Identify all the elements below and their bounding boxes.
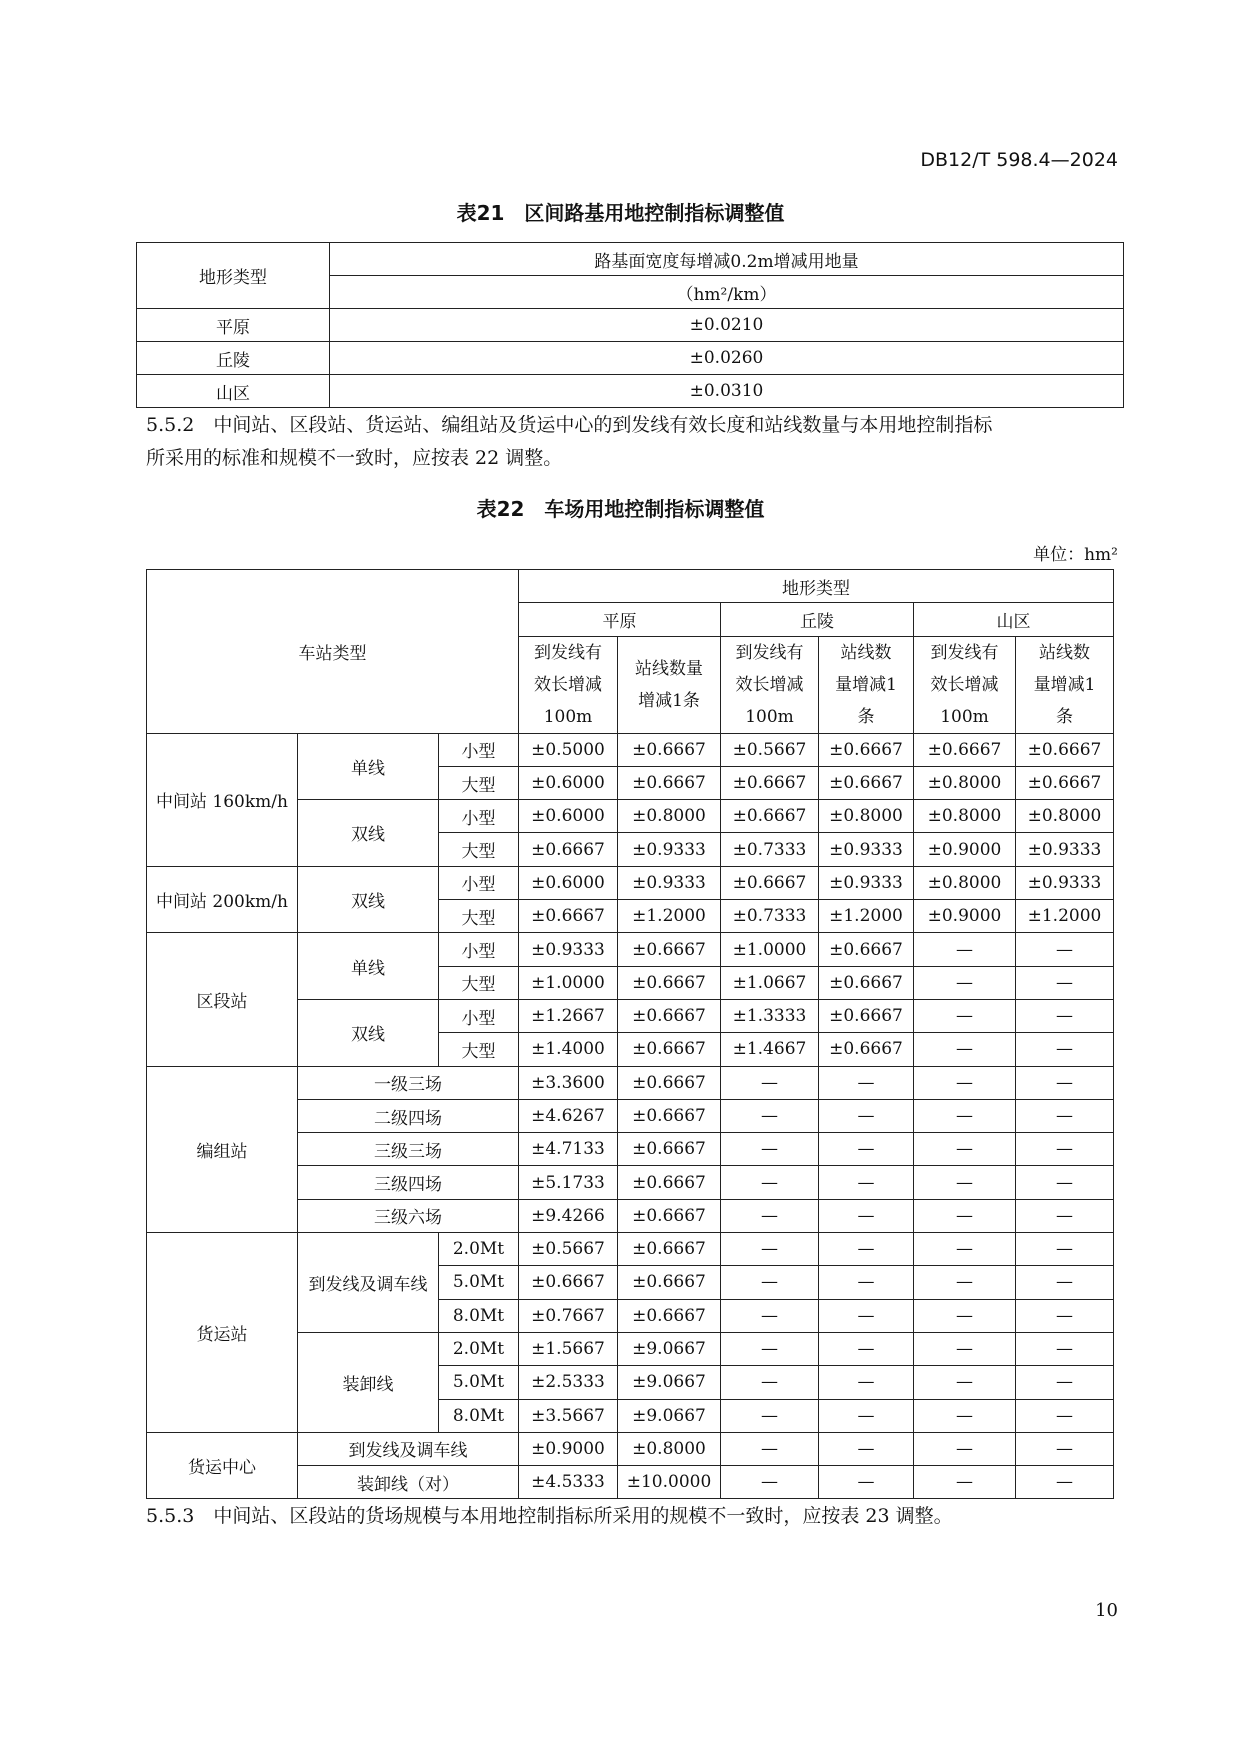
value-cell: ±0.6667 xyxy=(618,1133,721,1166)
terrain-mountain-header: 山区 xyxy=(914,603,1114,636)
line-label: 单线 xyxy=(298,733,439,800)
table21-title: 表21 区间路基用地控制指标调整值 xyxy=(456,201,785,225)
value-cell: ±1.5667 xyxy=(519,1332,618,1365)
size-label: 5.0Mt xyxy=(439,1266,519,1299)
size-label: 装卸线（对） xyxy=(298,1466,519,1499)
value-cell: ±0.6000 xyxy=(519,866,618,899)
size-label: 大型 xyxy=(439,1033,519,1066)
value-cell: — xyxy=(819,1133,914,1166)
size-label: 三级四场 xyxy=(298,1166,519,1199)
value-cell: — xyxy=(1016,966,1114,999)
value-cell: ±9.0667 xyxy=(618,1399,721,1432)
value-cell: — xyxy=(819,1466,914,1499)
value-cell: — xyxy=(721,1399,819,1432)
subheader-text: 到发线有 xyxy=(534,642,602,663)
value-cell: ±0.6667 xyxy=(618,1099,721,1132)
value-cell: ±1.4000 xyxy=(519,1033,618,1066)
subheader-length xyxy=(721,636,819,733)
size-label: 小型 xyxy=(439,733,519,766)
value-cell: ±0.8000 xyxy=(618,800,721,833)
subheader-text: 站线数 xyxy=(1039,642,1090,663)
value-cell: ±0.5667 xyxy=(519,1233,618,1266)
value-cell: ±0.9333 xyxy=(618,866,721,899)
value-cell: — xyxy=(819,1432,914,1465)
value-cell: ±9.0667 xyxy=(618,1332,721,1365)
size-label: 到发线及调车线 xyxy=(298,1432,519,1465)
value-cell: ±0.6667 xyxy=(618,966,721,999)
value-cell: — xyxy=(914,1133,1016,1166)
value-cell: — xyxy=(819,1299,914,1332)
value-cell: ±0.9000 xyxy=(914,833,1016,866)
subheader-text: 站线数 xyxy=(840,642,892,663)
value-cell: ±9.4266 xyxy=(519,1199,618,1232)
value-cell: ±0.9000 xyxy=(914,900,1016,933)
value-cell: ±0.6667 xyxy=(618,733,721,766)
table21-cell: 丘陵 xyxy=(137,342,330,375)
value-cell: ±0.9333 xyxy=(519,933,618,966)
value-cell: — xyxy=(914,933,1016,966)
value-cell: ±0.6000 xyxy=(519,800,618,833)
value-cell: ±0.6667 xyxy=(618,1066,721,1099)
value-cell: ±1.0667 xyxy=(721,966,819,999)
value-cell: — xyxy=(1016,933,1114,966)
value-cell: — xyxy=(914,999,1016,1032)
value-cell: ±1.4667 xyxy=(721,1033,819,1066)
table22 xyxy=(146,569,1114,1499)
value-cell: — xyxy=(721,1099,819,1132)
value-cell: ±0.5667 xyxy=(721,733,819,766)
value-cell: ±4.5333 xyxy=(519,1466,618,1499)
value-cell: ±1.2000 xyxy=(618,900,721,933)
value-cell: ±0.9000 xyxy=(519,1432,618,1465)
size-label: 5.0Mt xyxy=(439,1366,519,1399)
size-label: 小型 xyxy=(439,800,519,833)
value-cell: — xyxy=(721,1199,819,1232)
size-label: 大型 xyxy=(439,833,519,866)
value-cell: — xyxy=(914,1299,1016,1332)
size-label: 二级四场 xyxy=(298,1099,519,1132)
size-label: 三级六场 xyxy=(298,1199,519,1232)
value-cell: ±0.6667 xyxy=(618,999,721,1032)
value-cell: ±1.0000 xyxy=(519,966,618,999)
size-label: 一级三场 xyxy=(298,1066,519,1099)
value-cell: — xyxy=(1016,1432,1114,1465)
value-cell: — xyxy=(914,1099,1016,1132)
value-cell: ±0.6667 xyxy=(819,966,914,999)
line-label: 双线 xyxy=(298,999,439,1066)
value-cell: — xyxy=(819,1332,914,1365)
value-cell: ±0.6000 xyxy=(519,766,618,799)
value-cell: — xyxy=(1016,1299,1114,1332)
value-cell: ±0.7333 xyxy=(721,900,819,933)
value-cell: — xyxy=(1016,1099,1114,1132)
value-cell: ±9.0667 xyxy=(618,1366,721,1399)
subheader-text: 效长增减 xyxy=(930,674,999,695)
value-cell: ±0.6667 xyxy=(618,1033,721,1066)
value-cell: ±0.6667 xyxy=(519,900,618,933)
value-cell: — xyxy=(721,1332,819,1365)
group-label: 货运站 xyxy=(147,1233,298,1433)
value-cell: — xyxy=(914,1366,1016,1399)
subheader-text: 量增减1 xyxy=(835,674,897,695)
value-cell: ±0.6667 xyxy=(618,1299,721,1332)
paragraph-5-5-3: 5.5.3 中间站、区段站的货场规模与本用地控制指标所采用的规模不一致时，应按表 23 调整。 xyxy=(146,1505,953,1527)
table-row xyxy=(147,866,1114,899)
value-cell: — xyxy=(1016,999,1114,1032)
group-label: 中间站 200km/h xyxy=(147,866,298,933)
value-cell: ±0.6667 xyxy=(618,1199,721,1232)
page-number: 10 xyxy=(1095,1600,1118,1621)
value-cell: — xyxy=(914,1266,1016,1299)
value-cell: ±0.6667 xyxy=(914,733,1016,766)
subheader-text: 100m xyxy=(745,706,794,727)
value-cell: — xyxy=(914,966,1016,999)
value-cell: ±0.6667 xyxy=(819,1033,914,1066)
terrain-plain-header: 平原 xyxy=(519,603,721,636)
value-cell: — xyxy=(914,1199,1016,1232)
size-label: 三级三场 xyxy=(298,1133,519,1166)
value-cell: ±3.5667 xyxy=(519,1399,618,1432)
subheader-length xyxy=(914,636,1016,733)
value-cell: — xyxy=(1016,1266,1114,1299)
size-label: 小型 xyxy=(439,866,519,899)
value-cell: ±0.6667 xyxy=(819,733,914,766)
value-cell: ±0.6667 xyxy=(1016,733,1114,766)
value-cell: ±0.6667 xyxy=(519,833,618,866)
value-cell: ±0.6667 xyxy=(819,766,914,799)
value-cell: ±0.8000 xyxy=(914,800,1016,833)
line-label: 双线 xyxy=(298,800,439,867)
value-cell: — xyxy=(914,1033,1016,1066)
group-label: 区段站 xyxy=(147,933,298,1066)
value-cell: ±1.2000 xyxy=(1016,900,1114,933)
value-cell: ±5.1733 xyxy=(519,1166,618,1199)
value-cell: ±0.5000 xyxy=(519,733,618,766)
value-cell: ±2.5333 xyxy=(519,1366,618,1399)
value-cell: — xyxy=(1016,1332,1114,1365)
table-row xyxy=(147,1233,1114,1266)
value-cell: ±0.6667 xyxy=(721,766,819,799)
value-cell: ±0.8000 xyxy=(819,800,914,833)
value-cell: — xyxy=(1016,1399,1114,1432)
size-label: 2.0Mt xyxy=(439,1233,519,1266)
value-cell: — xyxy=(914,1399,1016,1432)
value-cell: ±0.6667 xyxy=(618,1266,721,1299)
value-cell: — xyxy=(914,1066,1016,1099)
value-cell: — xyxy=(721,1133,819,1166)
paragraph-5-5-2-line2: 所采用的标准和规模不一致时，应按表 22 调整。 xyxy=(146,447,563,469)
document-code: DB12/T 598.4—2024 xyxy=(920,149,1118,171)
value-cell: — xyxy=(914,1466,1016,1499)
line-label: 装卸线 xyxy=(298,1332,439,1432)
value-cell: — xyxy=(819,1366,914,1399)
table22-unit: 单位：hm² xyxy=(1033,545,1118,565)
subheader-text: 100m xyxy=(940,706,989,727)
value-cell: — xyxy=(721,1366,819,1399)
subheader-lines xyxy=(618,636,721,733)
subheader-text: 到发线有 xyxy=(735,642,804,663)
value-cell: — xyxy=(721,1466,819,1499)
value-cell: ±0.6667 xyxy=(618,933,721,966)
size-label: 小型 xyxy=(439,999,519,1032)
value-cell: — xyxy=(819,1233,914,1266)
size-label: 8.0Mt xyxy=(439,1299,519,1332)
value-cell: — xyxy=(721,1266,819,1299)
size-label: 大型 xyxy=(439,900,519,933)
value-cell: ±0.6667 xyxy=(721,866,819,899)
size-label: 大型 xyxy=(439,766,519,799)
value-cell: ±0.6667 xyxy=(721,800,819,833)
subheader-text: 增减1条 xyxy=(638,690,700,711)
subheader-lines xyxy=(819,636,914,733)
size-label: 小型 xyxy=(439,933,519,966)
value-cell: ±0.6667 xyxy=(618,766,721,799)
subheader-lines xyxy=(1016,636,1114,733)
value-cell: ±0.6667 xyxy=(819,999,914,1032)
value-cell: ±4.7133 xyxy=(519,1133,618,1166)
value-cell: — xyxy=(914,1432,1016,1465)
value-cell: ±0.9333 xyxy=(819,866,914,899)
paragraph-5-5-2-line1: 5.5.2 中间站、区段站、货运站、编组站及货运中心的到发线有效长度和站线数量与本用地控制指标 xyxy=(146,414,993,436)
table-row xyxy=(147,933,1114,966)
subheader-text: 站线数量 xyxy=(635,658,703,679)
table22-title: 表22 车场用地控制指标调整值 xyxy=(476,497,765,521)
value-cell: ±1.2000 xyxy=(819,900,914,933)
terrain-hill-header: 丘陵 xyxy=(721,603,914,636)
table-row xyxy=(137,375,1124,408)
table21-value-header-line1: 路基面宽度每增减0.2m增减用地量 xyxy=(330,243,1124,276)
value-cell: — xyxy=(1016,1166,1114,1199)
value-cell: ±0.8000 xyxy=(618,1432,721,1465)
value-cell: — xyxy=(819,1266,914,1299)
subheader-text: 效长增减 xyxy=(534,674,602,695)
line-label: 双线 xyxy=(298,866,439,933)
value-cell: — xyxy=(1016,1133,1114,1166)
value-cell: ±1.3333 xyxy=(721,999,819,1032)
subheader-text: 100m xyxy=(543,706,593,727)
value-cell: ±0.7333 xyxy=(721,833,819,866)
value-cell: — xyxy=(721,1166,819,1199)
value-cell: ±0.6667 xyxy=(1016,766,1114,799)
value-cell: ±0.6667 xyxy=(618,1233,721,1266)
table21-cell: ±0.0310 xyxy=(330,375,1124,408)
value-cell: — xyxy=(721,1233,819,1266)
subheader-text: 效长增减 xyxy=(735,674,804,695)
terrain-header: 地形类型 xyxy=(519,570,1114,603)
table21-value-header-line2: （hm²/km） xyxy=(330,276,1124,309)
value-cell: ±0.7667 xyxy=(519,1299,618,1332)
line-label: 到发线及调车线 xyxy=(298,1233,439,1333)
line-label: 单线 xyxy=(298,933,439,1000)
value-cell: ±1.0000 xyxy=(721,933,819,966)
subheader-text: 量增减1 xyxy=(1033,674,1096,695)
table-row xyxy=(147,733,1114,766)
value-cell: — xyxy=(721,1299,819,1332)
value-cell: — xyxy=(1016,1199,1114,1232)
subheader-text: 条 xyxy=(1056,706,1073,727)
value-cell: ±0.8000 xyxy=(1016,800,1114,833)
table21-cell: 平原 xyxy=(137,309,330,342)
value-cell: ±1.2667 xyxy=(519,999,618,1032)
value-cell: — xyxy=(721,1066,819,1099)
value-cell: ±0.9333 xyxy=(1016,833,1114,866)
value-cell: — xyxy=(1016,1366,1114,1399)
value-cell: ±0.8000 xyxy=(914,866,1016,899)
value-cell: ±10.0000 xyxy=(618,1466,721,1499)
table21 xyxy=(136,242,1124,408)
group-label: 编组站 xyxy=(147,1066,298,1232)
value-cell: ±0.6667 xyxy=(819,933,914,966)
station-type-header: 车站类型 xyxy=(147,570,519,734)
value-cell: — xyxy=(1016,1233,1114,1266)
table21-cell: ±0.0260 xyxy=(330,342,1124,375)
value-cell: ±0.9333 xyxy=(618,833,721,866)
subheader-text: 到发线有 xyxy=(930,642,999,663)
value-cell: ±0.9333 xyxy=(1016,866,1114,899)
value-cell: ±0.8000 xyxy=(914,766,1016,799)
table-row xyxy=(137,309,1124,342)
size-label: 8.0Mt xyxy=(439,1399,519,1432)
table21-cell: 山区 xyxy=(137,375,330,408)
size-label: 大型 xyxy=(439,966,519,999)
value-cell: — xyxy=(914,1166,1016,1199)
value-cell: — xyxy=(721,1432,819,1465)
value-cell: — xyxy=(914,1233,1016,1266)
value-cell: ±0.6667 xyxy=(519,1266,618,1299)
value-cell: ±0.9333 xyxy=(819,833,914,866)
size-label: 2.0Mt xyxy=(439,1332,519,1365)
table-row xyxy=(147,1432,1114,1465)
value-cell: ±0.6667 xyxy=(618,1166,721,1199)
value-cell: — xyxy=(1016,1033,1114,1066)
value-cell: ±3.3600 xyxy=(519,1066,618,1099)
value-cell: — xyxy=(1016,1466,1114,1499)
group-label: 货运中心 xyxy=(147,1432,298,1499)
value-cell: — xyxy=(1016,1066,1114,1099)
value-cell: — xyxy=(819,1399,914,1432)
table21-cell: ±0.0210 xyxy=(330,309,1124,342)
value-cell: — xyxy=(819,1199,914,1232)
value-cell: — xyxy=(819,1099,914,1132)
subheader-length xyxy=(519,636,618,733)
subheader-text: 条 xyxy=(857,706,875,727)
value-cell: — xyxy=(819,1066,914,1099)
table-row xyxy=(137,342,1124,375)
value-cell: — xyxy=(819,1166,914,1199)
value-cell: ±4.6267 xyxy=(519,1099,618,1132)
value-cell: — xyxy=(914,1332,1016,1365)
table21-terrain-header: 地形类型 xyxy=(137,243,330,309)
group-label: 中间站 160km/h xyxy=(147,733,298,866)
table-row xyxy=(147,1066,1114,1099)
